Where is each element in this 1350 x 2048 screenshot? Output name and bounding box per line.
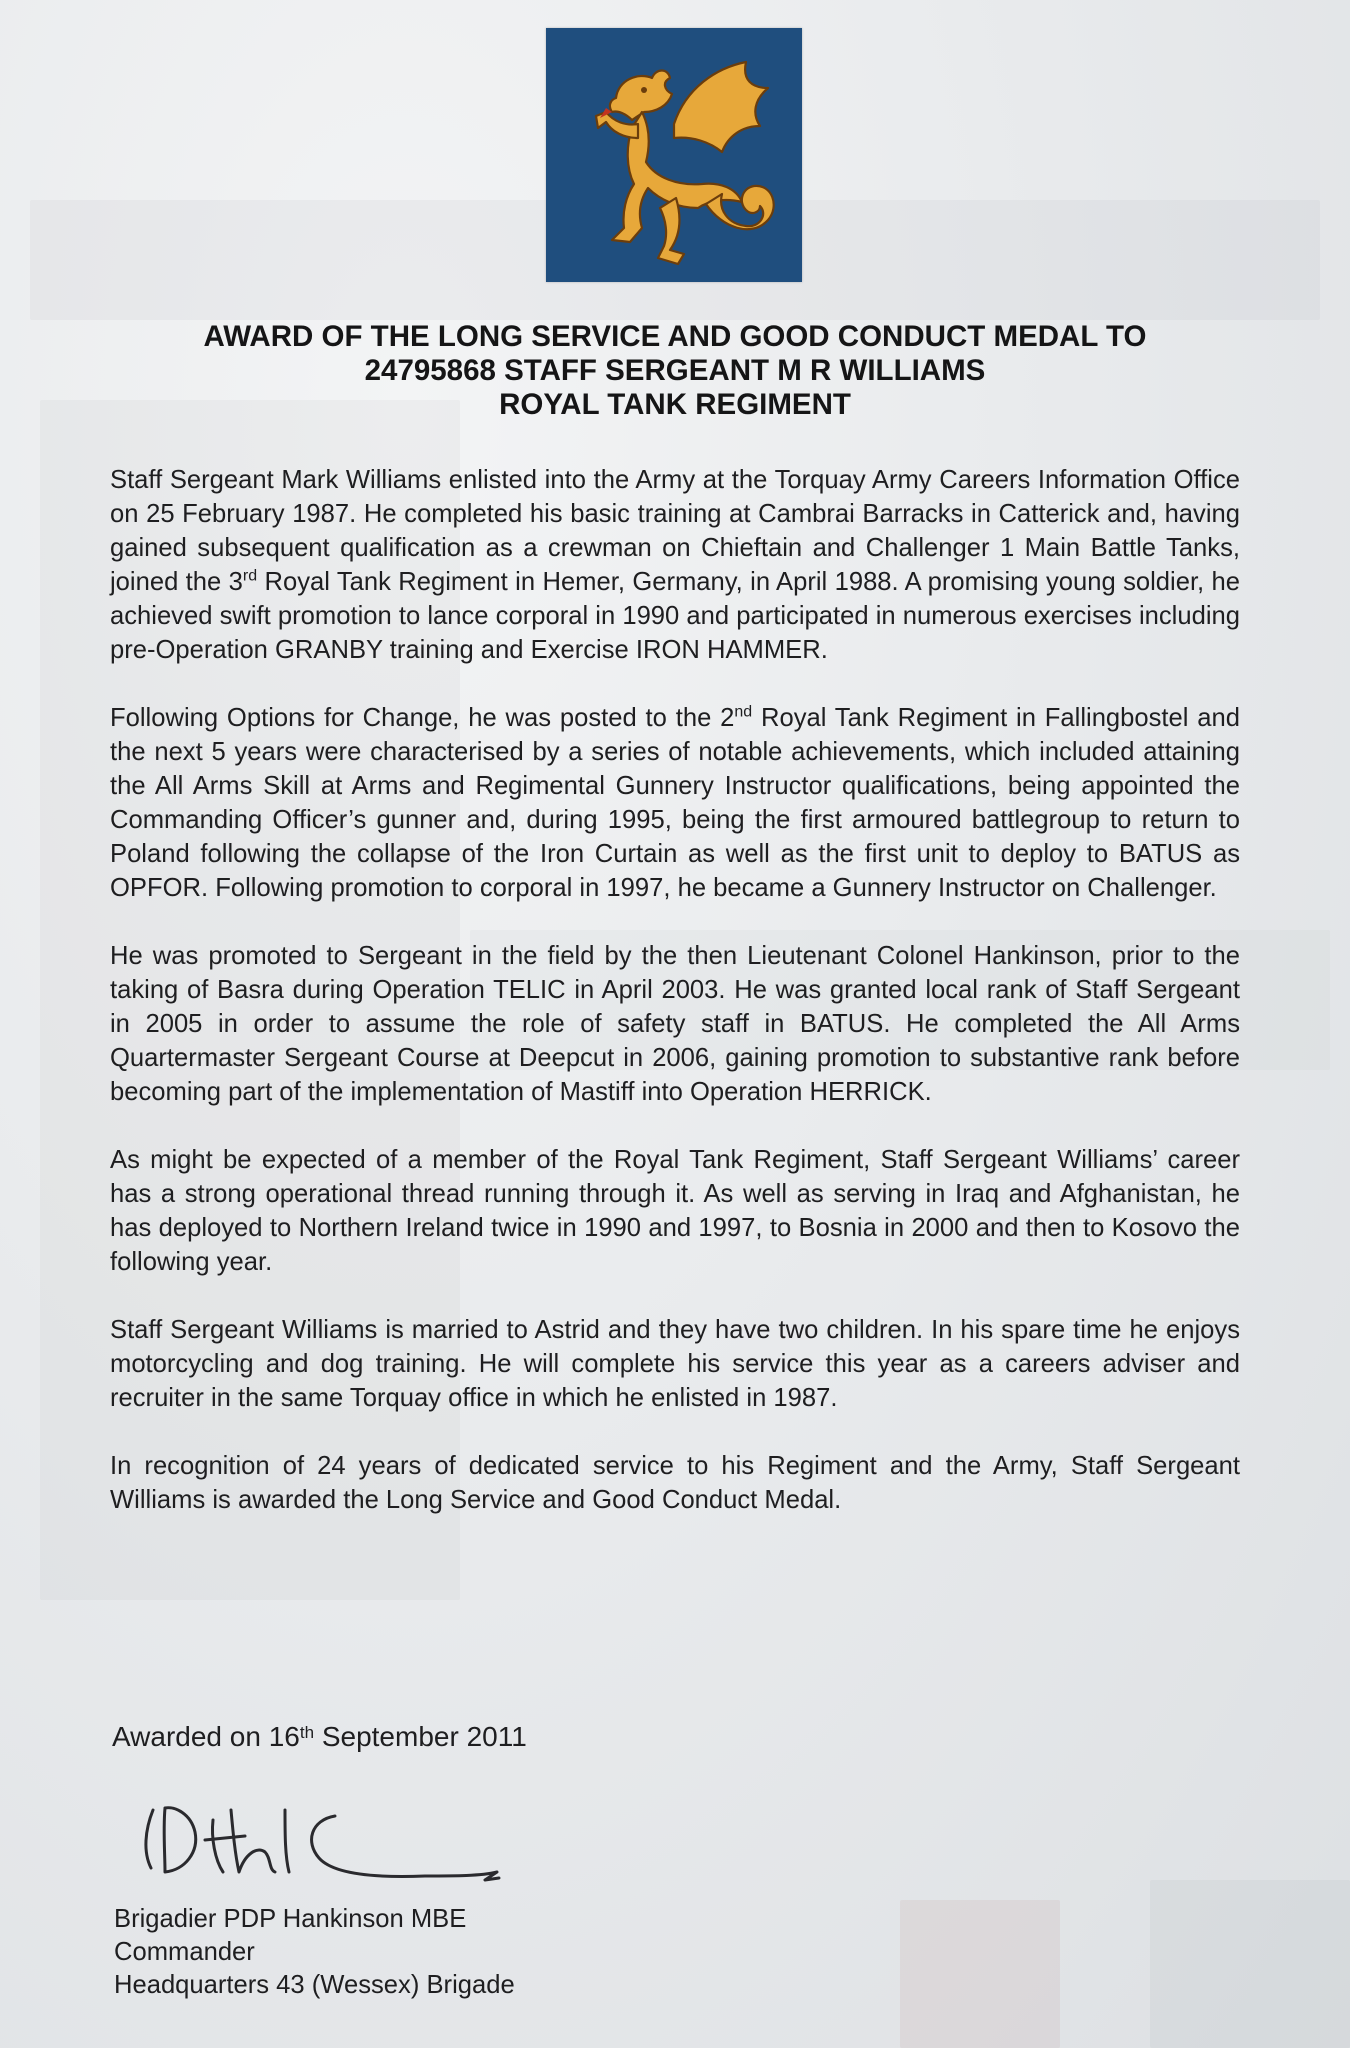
ordinal-suffix: rd (242, 567, 258, 585)
paragraph-promotion: He was promoted to Sergeant in the field by the then Lieutenant Colonel Hankinson, prior to the taking of Basra during Operation TELIC in April 2003. He was granted local rank of Staff Sergeant in 2005 in order to assume the role of safety staff in BATUS. He completed the All Arms Quartermaster Sergeant Course at Deepcut in 2006, gaining promotion to substantive rank before becoming part of the implementation of Mastiff into Operation HERRICK. (110, 942, 1240, 1106)
paragraph-text: Royal Tank Regiment in Fallingbostel and the next 5 years were characterised by a series of notable achievements, which included attaining the All Arms Skill at Arms and Regimental Gunnery Instructor qualifications, being appointed the Commanding Officer’s gunner and, during 1995, being the first armoured battlegroup to return to Poland following the collapse of the Iron Curtain as well as the first unit to deploy to BATUS as OPFOR. Following promotion to corporal in 1997, he became a Gunnery Instructor on Challenger. (110, 704, 1240, 902)
paragraph-enlistment (110, 463, 1240, 667)
title-line-2: 24795868 STAFF SERGEANT M R WILLIAMS (364, 354, 986, 387)
title-line-1: AWARD OF THE LONG SERVICE AND GOOD CONDUCT MEDAL TO (203, 320, 1147, 353)
paragraph-text: Royal Tank Regiment in Hemer, Germany, in April 1988. A promising young soldier, he achieved swift promotion to lance corporal in 1990 and participated in numerous exercises including pre-Operation GRANBY training and Exercise IRON HAMMER. (110, 568, 1241, 664)
dragon-icon (546, 28, 802, 282)
paragraph-options-for-change (110, 701, 1240, 905)
document-title (100, 320, 1250, 422)
handwritten-signature (135, 1780, 515, 1890)
citation-body (110, 463, 1240, 1551)
award-date (112, 1720, 527, 1754)
paragraph-recognition: In recognition of 24 years of dedicated service to his Regiment and the Army, Staff Sergeant Williams is awarded the Long Service and Good Conduct Medal. (110, 1452, 1240, 1514)
signatory-name: Brigadier PDP Hankinson MBE (114, 1905, 467, 1933)
signatory-role: Commander (114, 1938, 255, 1966)
paragraph-operations: As might be expected of a member of the Royal Tank Regiment, Staff Sergeant Williams’ career has a strong operational thread running through it. As well as serving in Iraq and Afghanistan, he has deployed to Northern Ireland twice in 1990 and 1997, to Bosnia in 2000 and then to Kosovo the following year. (110, 1146, 1240, 1276)
award-date-suffix: September 2011 (314, 1721, 527, 1752)
background-shadow (900, 1900, 1060, 2048)
paragraph-personal: Staff Sergeant Williams is married to Astrid and they have two children. In his spare time he enjoys motorcycling and dog training. He will complete his service this year as a careers adviser and recruiter in the same Torquay office in which he enlisted in 1987. (110, 1316, 1240, 1412)
award-date-prefix: Awarded on 16 (112, 1721, 300, 1752)
signatory-unit: Headquarters 43 (Wessex) Brigade (114, 1971, 515, 1999)
paragraph-text: Staff Sergeant Mark Williams enlisted into the Army at the Torquay Army Careers Information Office on 25 February 1987. He completed his basic training at Cambrai Barracks in Catterick and, having gained subsequent qualification as a crewman on Chieftain and Challenger 1 Main Battle Tanks, joined the 3 (110, 466, 1240, 596)
ordinal-suffix: nd (734, 703, 753, 721)
paragraph-text: Following Options for Change, he was posted to the 2 (110, 704, 735, 732)
background-shadow (1150, 1880, 1350, 2048)
signatory-block (114, 1903, 515, 2002)
title-line-3: ROYAL TANK REGIMENT (499, 388, 851, 421)
regimental-crest (546, 28, 802, 282)
ordinal-suffix: th (299, 1723, 315, 1742)
